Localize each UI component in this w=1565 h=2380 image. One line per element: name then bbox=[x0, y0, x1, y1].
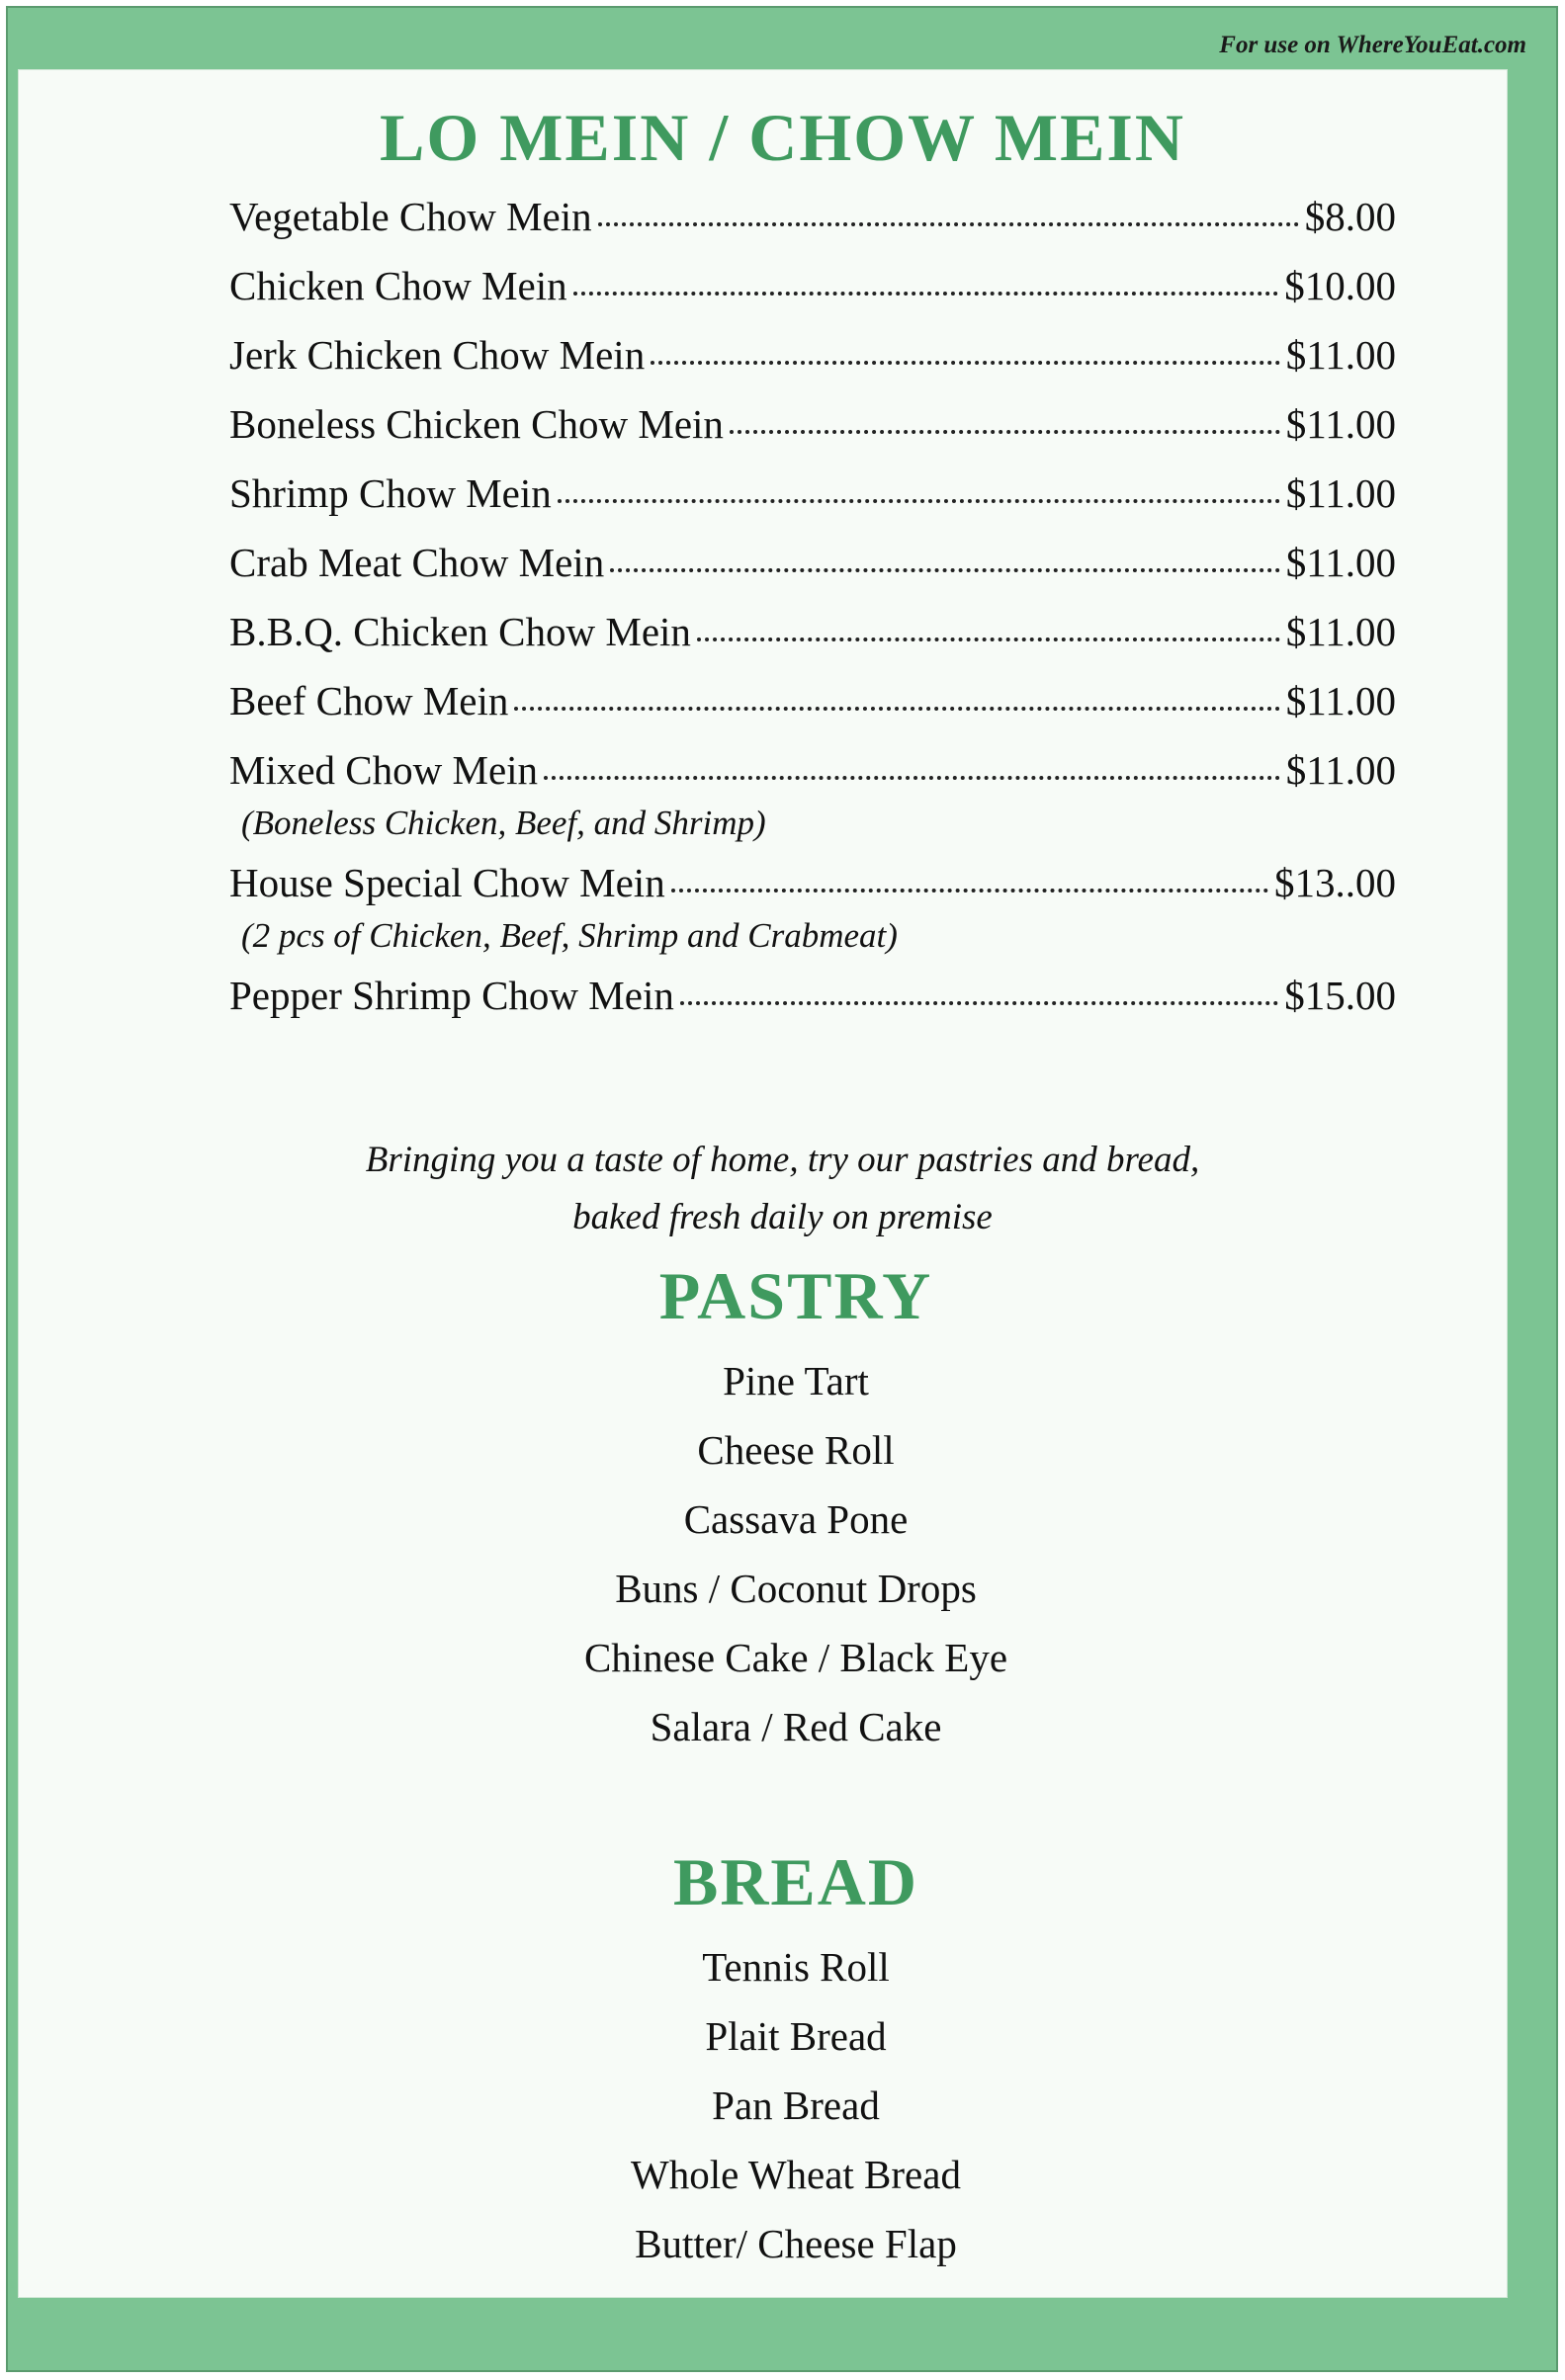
menu-item-note: (Boneless Chicken, Beef, and Shrimp) bbox=[241, 804, 766, 842]
menu-item-price: $10.00 bbox=[1284, 263, 1396, 308]
menu-item-name: Beef Chow Mein bbox=[229, 678, 509, 723]
menu-item-price: $11.00 bbox=[1285, 401, 1396, 447]
menu-item-row bbox=[229, 400, 1396, 469]
menu-item-row bbox=[229, 539, 1396, 608]
dot-leader bbox=[651, 361, 1280, 365]
menu-item-name: B.B.Q. Chicken Chow Mein bbox=[229, 609, 691, 654]
dot-leader bbox=[598, 222, 1299, 226]
pastry-item: Cassava Pone bbox=[683, 1496, 909, 1542]
menu-item-row bbox=[229, 972, 1396, 1041]
menu-item-name: Jerk Chicken Chow Mein bbox=[229, 332, 646, 378]
menu-item-price: $15.00 bbox=[1284, 973, 1396, 1018]
bread-item: Tennis Roll bbox=[702, 1944, 890, 1990]
bread-list bbox=[0, 1932, 1565, 2278]
bread-item: Pan Bread bbox=[712, 2082, 880, 2128]
menu-item-price: $11.00 bbox=[1285, 609, 1396, 654]
dot-leader bbox=[558, 499, 1280, 503]
watermark-text: For use on WhereYouEat.com bbox=[1219, 32, 1526, 58]
menu-item-name: Mixed Chow Mein bbox=[229, 747, 539, 793]
pastry-section-title: PASTRY bbox=[658, 1258, 933, 1333]
menu-item-price: $13..00 bbox=[1274, 860, 1396, 905]
menu-item-row bbox=[229, 262, 1396, 331]
menu-item-row bbox=[229, 469, 1396, 539]
lo-mein-section-title: LO MEIN / CHOW MEIN bbox=[379, 100, 1186, 175]
pastry-item: Chinese Cake / Black Eye bbox=[583, 1635, 1008, 1680]
bakery-tagline bbox=[0, 1132, 1565, 1246]
pastry-list bbox=[0, 1346, 1565, 1761]
dot-leader bbox=[730, 430, 1280, 434]
menu-item-price: $11.00 bbox=[1285, 747, 1396, 793]
menu-item-row bbox=[229, 331, 1396, 400]
menu-item-price: $11.00 bbox=[1285, 470, 1396, 516]
menu-item-name: House Special Chow Mein bbox=[229, 860, 665, 905]
dot-leader bbox=[671, 889, 1268, 892]
tagline-line-2: baked fresh daily on premise bbox=[572, 1197, 993, 1237]
bread-item: Whole Wheat Bread bbox=[631, 2152, 961, 2197]
menu-item-row bbox=[229, 677, 1396, 746]
menu-item-name: Chicken Chow Mein bbox=[229, 263, 567, 308]
menu-item-price: $11.00 bbox=[1285, 540, 1396, 585]
pastry-item: Salara / Red Cake bbox=[650, 1704, 942, 1749]
menu-item-name: Vegetable Chow Mein bbox=[229, 194, 592, 239]
tagline-line-1: Bringing you a taste of home, try our pastries and bread, bbox=[365, 1140, 1200, 1180]
menu-item-name: Boneless Chicken Chow Mein bbox=[229, 401, 724, 447]
menu-item-name: Shrimp Chow Mein bbox=[229, 470, 552, 516]
menu-item-name: Pepper Shrimp Chow Mein bbox=[229, 973, 674, 1018]
lo-mein-menu-list bbox=[229, 193, 1396, 1041]
dot-leader bbox=[573, 292, 1279, 296]
menu-item-row bbox=[229, 193, 1396, 262]
bread-item: Butter/ Cheese Flap bbox=[635, 2221, 957, 2266]
menu-item-name: Crab Meat Chow Mein bbox=[229, 540, 605, 585]
menu-item-note: (2 pcs of Chicken, Beef, Shrimp and Crabmeat) bbox=[241, 916, 898, 955]
pastry-item: Pine Tart bbox=[723, 1358, 869, 1403]
pastry-item: Buns / Coconut Drops bbox=[615, 1566, 977, 1611]
pastry-item: Cheese Roll bbox=[697, 1427, 895, 1473]
bread-item: Plait Bread bbox=[705, 2013, 887, 2059]
dot-leader bbox=[610, 568, 1280, 572]
dot-leader bbox=[514, 707, 1279, 711]
menu-item-row bbox=[229, 608, 1396, 677]
dot-leader bbox=[680, 1001, 1278, 1005]
menu-item-price: $11.00 bbox=[1285, 332, 1396, 378]
dot-leader bbox=[697, 638, 1280, 641]
dot-leader bbox=[544, 776, 1280, 780]
menu-item-price: $8.00 bbox=[1304, 194, 1396, 239]
menu-item-price: $11.00 bbox=[1285, 678, 1396, 723]
bread-section-title: BREAD bbox=[672, 1844, 919, 1919]
